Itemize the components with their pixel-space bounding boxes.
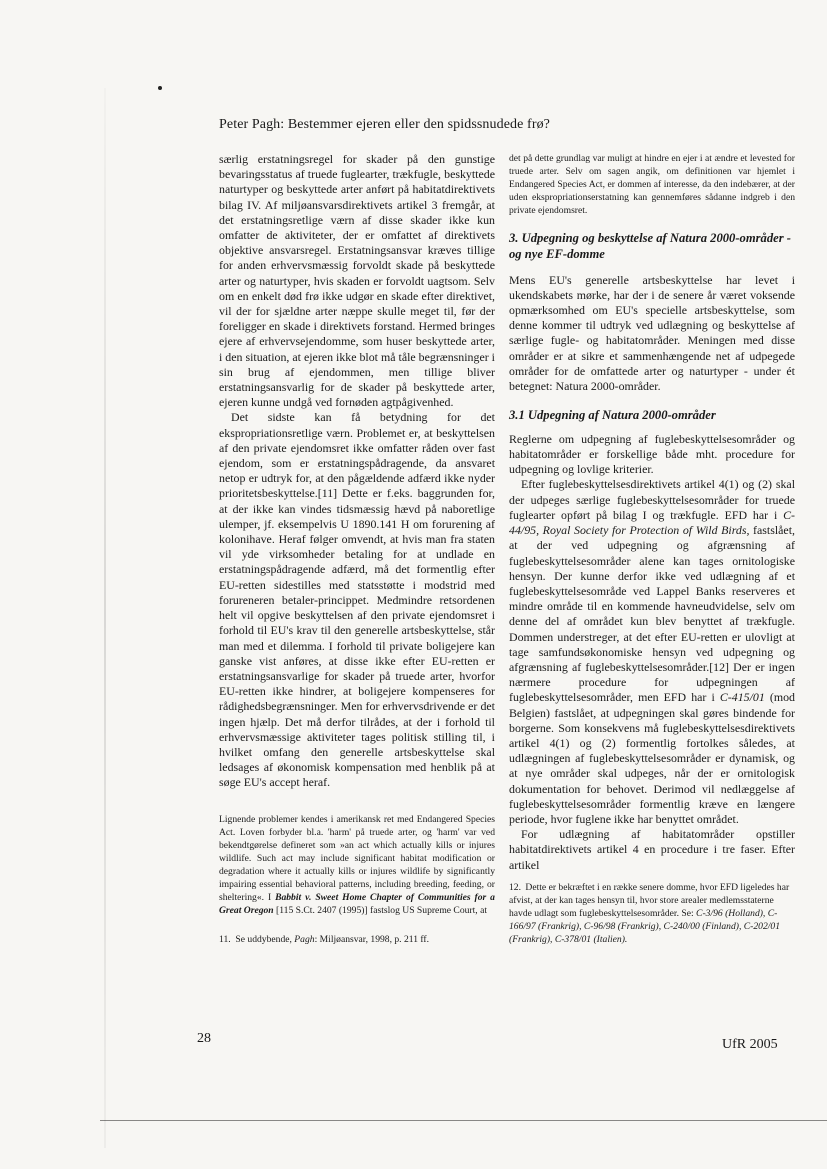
- paragraph: [509, 477, 795, 827]
- case-reference: C-44/95, Royal Society for Protection of Wild Birds,: [509, 507, 795, 538]
- footnote-text: : Miljøansvar, 1998, p. 211 ff.: [314, 934, 430, 946]
- boxed-note: [219, 813, 495, 918]
- paragraph: For udlægning af habitatområder opstiller habitatdirektivets artikel 4 en procedure i tre faser. Efter artikel: [509, 827, 795, 872]
- case-name: Babbit v. Sweet Home Chapter of Communities for a Great Oregon: [219, 892, 495, 917]
- paragraph: Det sidste kan få betydning for det ekspropriationsretlige værn. Problemet er, at beskyttelsen af den private ejendomsret ikke omfatter råden over fast ejendom, som er erstatningspådragende, da ansvaret netop er udtryk for, at den pågældende adfærd ikke nyder prioritetsbeskyttelse.[11] Dette er f.eks. baggrunden for, at der ikke kan vindes tidsmæssig hævd på naboretlige ulemper, jf. eksempelvis U 1890.141 H om forurening af kolonihave. Heraf følger omvendt, at hvis man fra staten vil yde virksomheder betaling for at undlade en erstatningspådragende adfærd, må det formentlig efter EU-retten sidestilles med statsstøtte i modstrid med forureneren betaler-princippet. Medmindre retsordenen helt vil opgive beskyttelsen af den private ejendomsret i forhold til EU's krav til den generelle artsbeskyttelse, står man med et dilemma. I forhold til private boligejere kan ganske vist anføres, at disse ikke efter EU-retten er erstatningsansvarlige for skader på truede arter, hvorfor EU-retten ikke hindrer, at boligejere kompenseres for rådighedsbegrænsninger. Men for erhvervsdrivende er det ingen hjælp. Det må derfor tilrådes, at der i forhold til erhvervsmæssige aktiviteter tages politisk stilling til, i hvilket omfang den generelle artsbeskyttelse skal ledsages af økonomisk kompensation med henblik på at søge EU's accept heraf.: [219, 410, 495, 790]
- paragraph: Mens EU's generelle artsbeskyttelse har levet i ukendskabets mørke, har der i de senere år været voksende opmærksomhed om EU's specielle artsbeskyttelse, som denne kommer til udtryk ved udlægning og beskyttelse af særlige fugle- og habitatområder. Meningen med disse områder er at sikre et sammenhængende net af udpegede områder for de omfattede arter og naturtyper - under ét betegnet: Natura 2000-områder.: [509, 272, 795, 394]
- scan-speck: [158, 86, 162, 90]
- paragraph: særlig erstatningsregel for skader på den gunstige bevaringsstatus af truede fuglearter, trækfugle, beskyttede naturtyper og beskyttede arter anført på habitatdirektivets bilag IV. Af miljøansvarsdirektivets artikel 3 fremgår, at det erstatningsretlige værn af disse skader ikke kun omfatter de aktiviteter, der er omfattet af direktivets objektive ansvarsregel. Erstatningsansvar kræves tillige for anden erhvervsmæssig forvoldt skade på beskyttede arter og naturtyper, hvis skaden er forvoldt uagtsom. Selv om en enkelt død frø ikke udgør en skade efter direktivet, vil der for sjældne arter næppe skulle meget til, før der foreligger en skade i direktivets forstand. Hermed bringes ejere af erhvervsejendomme, som huser beskyttede arter, i den situation, at ejeren ikke blot må tåle begrænsninger i sin brug af ejendommen, men tillige bliver erstatningsansvarlig for de skader på beskyttede arter, ejeren kunne undgå ved fornøden agtpågivenhed.: [219, 152, 495, 410]
- boxed-note-continued: det på dette grundlag var muligt at hindre en ejer i at ændre et levested for truede arter. Selv om sagen angik, om definitionen var hjemlet i Endangered Species Act, er dommen af interesse, da den indebærer, at der uden ekspropriationserstatning kan gennemføres sådanne indgreb i den private ejendomsret.: [509, 153, 795, 217]
- note-text: Lignende problemer kendes i amerikansk ret med Endangered Species Act. Loven forbyder bl.a. 'harm' på truede arter, og 'harm' var ved bekendtgørelse defineret som »an act which actually kills or injures wildlife. Such act may include significant habitat modification or degradation where it actually kills or injures wildlife by significantly impairing essential behavioral patterns, including breeding, feeding, or sheltering«. I: [219, 813, 495, 904]
- journal-label: UfR 2005: [722, 1037, 778, 1052]
- subsection-heading: 3.1 Udpegning af Natura 2000-områder: [509, 408, 716, 423]
- section-heading: 3. Udpegning og beskyttelse af Natura 2000-områder - og nye EF-domme: [509, 231, 791, 262]
- right-column: [509, 152, 795, 946]
- footnote-number: 12.: [509, 881, 521, 893]
- case-reference: C-415/01: [719, 690, 765, 705]
- note-text: [115 S.Ct. 2407 (1995)] fastslog US Supreme Court, at: [276, 905, 488, 917]
- paragraph: Reglerne om udpegning af fuglebeskyttelsesområder og habitatområder er forskellige både mht. procedure for udpegning og lovlige kriterier.: [509, 431, 795, 477]
- paragraph-text: (mod Belgien) fastslået, at udpegningen skal gøres bindende for borgerne. Som konsekvens må fuglebeskyttelsesdirektivets artikel 4(1) og (2) formentlig fortolkes således, at udlægningen af fuglebeskyttelsesområder er dynamisk, og at nye områder skal udpeges, når der er ornitologisk dokumentation for behovet. Derimod vil nedlæggelse af fuglebeskyttelsesområder formentlig kræve en længere periode, hvor fuglene ikke har benyttet området.: [509, 690, 795, 826]
- footnote-text: Dette er bekræftet i en række senere domme, hvor EFD ligeledes har afvist, at der kan tages hensyn til, hvor store arealer medlemsstaterne havde udlagt som fuglebeskyttelsesområder. Se:: [509, 881, 790, 919]
- paragraph-text: fastslået, at der ved udpegning og afgrænsning af fuglebeskyttelsesområder alene kan tages ornitologiske hensyn. Der kunne derfor ikke ved udlægning af et fuglebeskyttelsesområde ved Lappel Banks reserveres et mindre område til en kommende havneudvidelse, selv om denne del af området kun blev benyttet af trækfugle. Dommen understreger, at det efter EU-retten er ulovligt at tage samfundsøkonomiske hensyn ved udpegning og afgrænsning af fuglebeskyttelsesområder.[12] Der er ingen nærmere procedure for udpegningen af fuglebeskyttelsesområder, men EFD har i: [509, 523, 795, 705]
- footnote-number: 11.: [219, 934, 231, 946]
- page-number: 28: [197, 1031, 211, 1046]
- running-head: Peter Pagh: Bestemmer ejeren eller den spidssnudede frø?: [219, 117, 550, 132]
- footnote-text: Se uddybende,: [235, 934, 295, 946]
- footnote-author: Pagh: [294, 934, 315, 946]
- footnote-12: [509, 881, 795, 946]
- left-column: [219, 152, 495, 946]
- scan-edge-line: [104, 88, 106, 1148]
- scan-bottom-line: [100, 1120, 827, 1121]
- paragraph-text: Efter fuglebeskyttelsesdirektivets artikel 4(1) og (2) skal der udpeges særlige fuglebeskyttelsesområder for truede fuglearter opført på bilag I og trækfugle. EFD har i: [509, 477, 795, 522]
- footnote-11: [219, 933, 495, 946]
- footnote-cases: C-3/96 (Holland), C-166/97 (Frankrig), C-96/98 (Frankrig), C-240/00 (Finland), C-202/01 (Frankrig), C-378/01 (Italien).: [509, 907, 780, 945]
